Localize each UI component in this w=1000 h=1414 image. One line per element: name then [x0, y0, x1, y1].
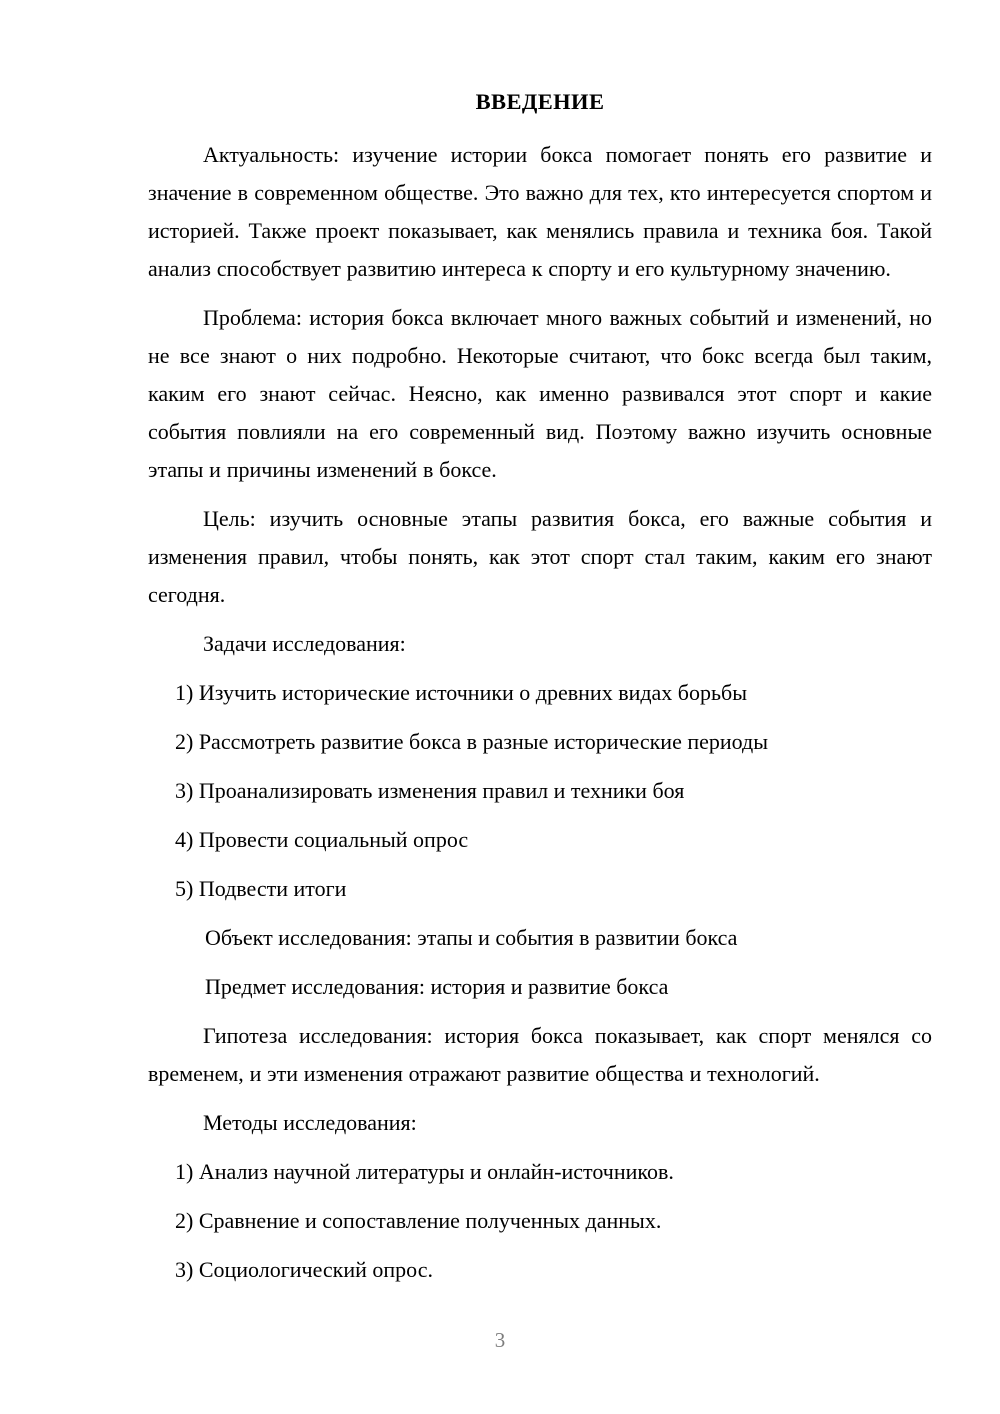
tasks-heading: Задачи исследования: [203, 631, 406, 657]
page-title: ВВЕДЕНИЕ [475, 89, 605, 114]
paragraph-relevance: Актуальность: изучение истории бокса помогает понять его развитие и значение в современном обществе. Это важно для тех, кто интересуется спортом и историей. Также проект показывает, как менялись правила и техника боя. Такой анализ способствует развитию интереса к спорту и его культурному значению. [148, 142, 932, 282]
list-item: 1) Анализ научной литературы и онлайн-источников. [175, 1159, 674, 1185]
methods-list [148, 1153, 932, 1289]
page-number: 3 [494, 1328, 506, 1352]
list-item: 1) Изучить исторические источники о древних видах борьбы [175, 680, 748, 706]
list-item: 4) Провести социальный опрос [175, 827, 469, 853]
paragraph-goal: Цель: изучить основные этапы развития бокса, его важные события и изменения правил, чтобы понять, как этот спорт стал таким, каким его знают сегодня. [148, 506, 932, 608]
paragraph-problem: Проблема: история бокса включает много важных событий и изменений, но не все знают о них подробно. Некоторые считают, что бокс всегда был таким, каким его знают сейчас. Неясно, как именно развивался этот спорт и какие события повлияли на его современный вид. Поэтому важно изучить основные этапы и причины изменений в боксе. [148, 305, 932, 483]
document-body [148, 88, 932, 1300]
paragraph-hypothesis: Гипотеза исследования: история бокса показывает, как спорт менялся со временем, и эти изменения отражают развитие общества и технологий. [148, 1023, 932, 1087]
tasks-list [148, 674, 932, 908]
list-item: 5) Подвести итоги [175, 876, 347, 902]
list-item: 3) Проанализировать изменения правил и техники боя [175, 778, 685, 804]
subject-of-research-line: Предмет исследования: история и развитие бокса [205, 974, 669, 1000]
list-item: 3) Социологический опрос. [175, 1257, 433, 1283]
object-of-research-line: Объект исследования: этапы и события в развитии бокса [205, 925, 738, 951]
list-item: 2) Сравнение и сопоставление полученных данных. [175, 1208, 662, 1234]
methods-heading: Методы исследования: [203, 1110, 417, 1136]
list-item: 2) Рассмотреть развитие бокса в разные исторические периоды [175, 729, 769, 755]
